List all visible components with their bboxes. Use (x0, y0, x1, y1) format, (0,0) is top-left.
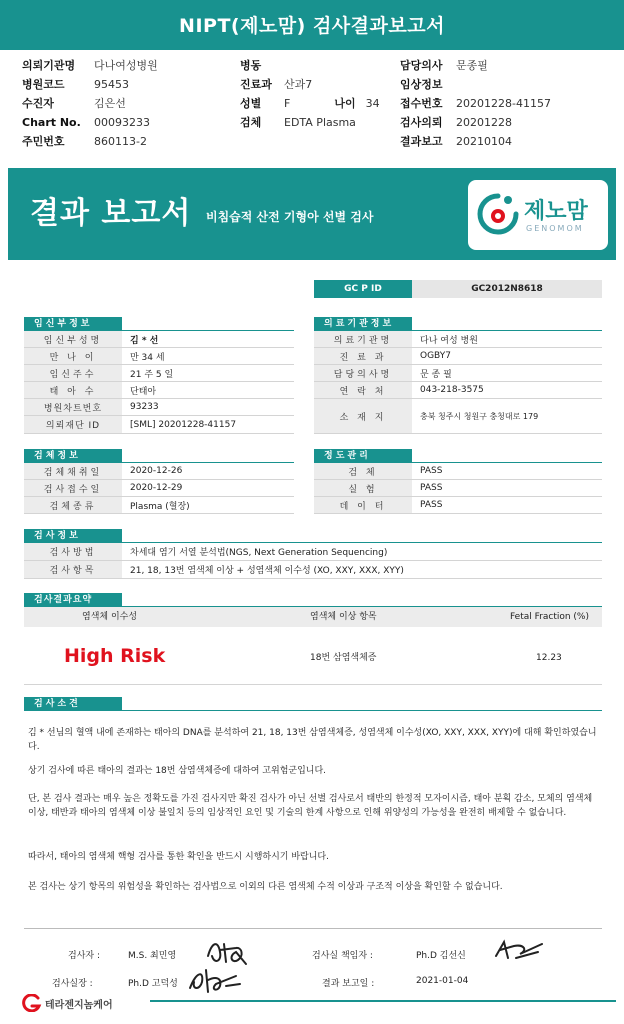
table-value: 다나 여성 병원 (420, 335, 478, 346)
table-row (314, 497, 602, 514)
meta-row (400, 113, 551, 132)
meta-row (22, 132, 158, 151)
meta-value: 860113-2 (94, 135, 147, 148)
meta-column-3 (400, 56, 551, 151)
meta-row (400, 56, 551, 75)
table-row (24, 480, 294, 497)
meta-row (22, 56, 158, 75)
meta-value: 20201228 (456, 116, 512, 129)
meta-row (400, 75, 551, 94)
summary-header-aneuploidy: 염색체 이수성 (82, 612, 138, 622)
company-logo (22, 994, 113, 1012)
table-row (24, 463, 294, 480)
meta-value: F (284, 97, 291, 110)
table-key: 소 재 지 (314, 399, 412, 433)
section-institution-info: 의료기관정보 (314, 317, 412, 331)
table-value: 21, 18, 13번 염색체 이상 + 성염색체 이수성 (XO, XXY, XXX, XYY) (130, 566, 404, 576)
table-value: 2020-12-29 (130, 483, 183, 493)
meta-key: 진료과 (240, 78, 272, 91)
meta-value: 산과7 (284, 78, 313, 91)
meta-row (22, 94, 158, 113)
findings-paragraph: 상기 검사에 따른 태아의 결과는 18번 삼염색체증에 대하여 고위험군입니다. (28, 766, 327, 776)
age-key: 나이 (334, 97, 356, 110)
summary-header-item: 염색체 이상 항목 (310, 612, 377, 622)
meta-value: 00093233 (94, 116, 150, 129)
lab-head-name: Ph.D 고덕성 (128, 979, 178, 989)
table-value: 차세대 염기 서열 분석법(NGS, Next Generation Sequencing) (130, 548, 388, 558)
gcpid-value: GC2012N8618 (412, 280, 602, 298)
genomom-logo-icon (476, 192, 520, 236)
section-specimen-info: 검체정보 (24, 449, 122, 463)
responsible-name: Ph.D 김선신 (416, 951, 466, 961)
section-pregnant-info: 임신부정보 (24, 317, 122, 331)
table-value: 93233 (130, 402, 159, 412)
table-row (314, 463, 602, 480)
banner-subtitle: 비침습적 산전 기형아 선별 검사 (206, 210, 374, 224)
table-row (314, 365, 602, 382)
table-row (24, 543, 602, 561)
lab-head-label: 검사실장 : (52, 979, 93, 989)
table-row (24, 382, 294, 399)
footer-bar (150, 1000, 616, 1002)
table-value: 만 34 세 (130, 352, 165, 363)
tester-label: 검사자 : (68, 951, 100, 961)
meta-key: 주민번호 (22, 135, 65, 148)
meta-column-1 (22, 56, 158, 151)
test-info-table (24, 543, 602, 579)
table-value: PASS (420, 500, 443, 510)
summary-header-fetal-fraction: Fetal Fraction (%) (510, 612, 589, 622)
table-row (24, 561, 602, 579)
institution-info-table (314, 331, 602, 434)
table-value: PASS (420, 466, 443, 476)
table-row (24, 331, 294, 348)
findings-paragraph: 단, 본 검사 결과는 매우 높은 정확도를 가진 검사지만 확진 검사가 아닌 선별 검사로서 태반의 한정적 모자이시즘, 태아 분획 감소, 모체의 염색체 이상, 태반과 태아의 염색체 이상 불일치 등의 임상적인 요인 및 기술의 한계 사항으로 인해 위양성의 가능성을 완전히 배제할 수 없습니다. (28, 794, 593, 818)
table-row (314, 399, 602, 434)
meta-key: 성별 (240, 97, 262, 110)
section-quality-control: 정도관리 (314, 449, 412, 463)
table-value: 단태아 (130, 386, 157, 397)
table-row (24, 348, 294, 365)
meta-value: 김은선 (94, 97, 126, 110)
table-key: 임신주수 (24, 365, 122, 381)
table-key: 검사항목 (24, 561, 122, 578)
table-value: 2020-12-26 (130, 466, 183, 476)
result-banner (8, 168, 616, 260)
table-key: 검 체 (314, 463, 412, 479)
meta-value: 다나여성병원 (94, 59, 158, 72)
responsible-signature (490, 934, 548, 964)
report-title: NIPT(제노맘) 검사결과보고서 (0, 0, 624, 50)
responsible-label: 검사실 책임자 : (312, 951, 373, 961)
meta-row (400, 132, 551, 151)
meta-key: Chart No. (22, 116, 81, 129)
table-key: 실 험 (314, 480, 412, 496)
qc-table (314, 463, 602, 514)
table-value: 문 종 필 (420, 369, 452, 380)
table-row (24, 365, 294, 382)
table-row (314, 348, 602, 365)
meta-key: 임상정보 (400, 78, 443, 91)
meta-value: 문종필 (456, 59, 488, 72)
findings-paragraph: 본 검사는 상기 항목의 위험성을 확인하는 검사법으로 이외의 다른 염색체 수적 이상과 구조적 이상을 확인할 수 없습니다. (28, 882, 503, 892)
table-row (24, 416, 294, 434)
findings-paragraph: 김 * 선님의 혈액 내에 존재하는 태아의 DNA를 분석하여 21, 18, 13번 삼염색체증, 성염색체 이수성(XO, XXY, XXX, XYY)에 대해 확인하였습니다. (28, 728, 597, 752)
table-key: 담당의사명 (314, 365, 412, 381)
meta-row (240, 75, 380, 94)
meta-key: 병원코드 (22, 78, 65, 91)
company-logo-icon (22, 994, 42, 1012)
risk-level: High Risk (64, 645, 166, 667)
genomom-logo (468, 180, 608, 250)
summary-divider (24, 684, 602, 685)
table-key: 연 락 처 (314, 382, 412, 398)
table-value: PASS (420, 483, 443, 493)
meta-key: 의뢰기관명 (22, 59, 76, 72)
banner-title: 결과 보고서 (30, 196, 192, 231)
meta-key: 검사의뢰 (400, 116, 443, 129)
table-key: 데 이 터 (314, 497, 412, 513)
signature-divider (24, 928, 602, 929)
findings-paragraph: 따라서, 태아의 염색체 핵형 검사를 통한 확인을 반드시 시행하시기 바랍니다. (28, 852, 329, 862)
table-value: Plasma (혈장) (130, 501, 190, 512)
section-test-info: 검사정보 (24, 529, 122, 543)
table-key: 의료기관명 (314, 331, 412, 347)
report-date: 2021-01-04 (416, 976, 469, 986)
table-key: 의뢰재단 ID (24, 416, 122, 433)
table-key: 병원차트번호 (24, 399, 122, 415)
pregnant-info-table (24, 331, 294, 434)
summary-header-row (24, 607, 602, 627)
meta-key: 검체 (240, 116, 262, 129)
logo-name: 제노맘 (524, 199, 588, 224)
meta-row (240, 94, 380, 113)
lab-head-signature (186, 962, 244, 996)
meta-column-2 (240, 56, 380, 132)
section-findings: 검사소견 (24, 697, 122, 711)
section-divider (24, 710, 602, 711)
table-row (314, 480, 602, 497)
abnormal-item: 18번 삼염색체증 (310, 653, 377, 663)
meta-row (240, 56, 380, 75)
table-row (314, 382, 602, 399)
table-key: 검사방법 (24, 543, 122, 560)
meta-value: 20210104 (456, 135, 512, 148)
meta-value: EDTA Plasma (284, 116, 356, 129)
company-name: 테라젠지놈케어 (45, 999, 113, 1011)
table-value: [SML] 20201228-41157 (130, 419, 237, 430)
tester-name: M.S. 최민영 (128, 951, 177, 961)
meta-row (22, 75, 158, 94)
table-key: 진 료 과 (314, 348, 412, 364)
table-key: 태 아 수 (24, 382, 122, 398)
table-row (24, 399, 294, 416)
meta-value: 95453 (94, 78, 129, 91)
table-value: 21 주 5 일 (130, 369, 174, 380)
fetal-fraction-value: 12.23 (536, 653, 562, 663)
table-value: 043-218-3575 (420, 385, 484, 395)
table-key: 검체채취일 (24, 463, 122, 479)
table-value: OGBY7 (420, 351, 451, 361)
meta-row (400, 94, 551, 113)
table-row (24, 497, 294, 514)
section-result-summary: 검사결과요약 (24, 593, 122, 607)
age-value: 34 (365, 97, 380, 110)
table-row (314, 331, 602, 348)
table-key: 임신부성명 (24, 331, 122, 347)
meta-value: 20201228-41157 (456, 97, 551, 110)
meta-key: 결과보고 (400, 135, 443, 148)
table-key: 검체종류 (24, 497, 122, 513)
table-value: 충북 청주시 청원구 충청대로 179 (420, 411, 539, 421)
table-key: 만 나 이 (24, 348, 122, 364)
logo-english: GENOMOM (526, 224, 584, 233)
meta-row (22, 113, 158, 132)
gcpid-label: GC P ID (314, 280, 412, 298)
meta-key: 담당의사 (400, 59, 443, 72)
meta-key: 병동 (240, 59, 262, 72)
report-date-label: 결과 보고일 : (322, 979, 375, 989)
table-key: 검사접수일 (24, 480, 122, 496)
meta-key: 수진자 (22, 97, 54, 110)
meta-row (240, 113, 380, 132)
specimen-info-table (24, 463, 294, 514)
meta-key: 접수번호 (400, 97, 443, 110)
table-value: 김 * 선 (130, 335, 159, 346)
summary-result-row (24, 630, 602, 682)
